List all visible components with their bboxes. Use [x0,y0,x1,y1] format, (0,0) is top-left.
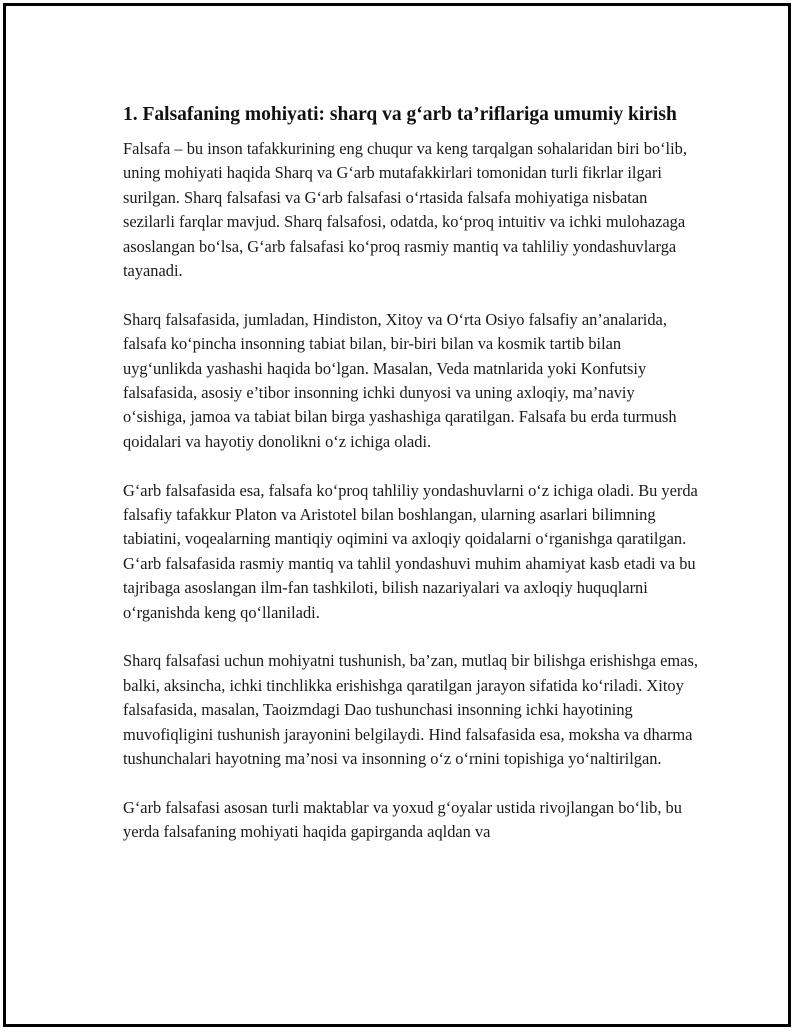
page-frame [3,3,791,1027]
paragraph-4: Sharq falsafasi uchun mohiyatni tushunish, ba’zan, mutlaq bir bilishga erishishga emas, balki, aksincha, ichki tinchlikka erishishga qaratilgan jarayon sifatida ko‘riladi. Xitoy falsafasida, masalan, Taoizmdagi Dao tushunchasi insonning ichki hayotining muvofiqligini tushunish jarayonini belgilaydi. Hind falsafasida esa, moksha va dharma tushunchalari hayotning ma’nosi va insonning o‘z o‘rnini topishiga yo‘naltirilgan. [123,651,698,769]
paragraph-2: Sharq falsafasida, jumladan, Hindiston, Xitoy va O‘rta Osiyo falsafiy an’analarida, falsafa ko‘pincha insonning tabiat bilan, bir-biri bilan va kosmik tartib bilan uyg‘unlikda yashashi haqida bo‘lgan. Masalan, Veda matnlarida yoki Konfutsiy falsafasida, asosiy e’tibor insonning ichki dunyosi va uning axloqiy, ma’naviy o‘sishiga, jamoa va tabiat bilan birga yashashiga qaratilgan. Falsafa bu erda turmush qoidalari va hayotiy donolikni o‘z ichiga oladi. [123,309,677,451]
paragraph-3: G‘arb falsafasida esa, falsafa ko‘proq tahliliy yondashuvlarni o‘z ichiga oladi. Bu yerda falsafiy tafakkur Platon va Aristotel bilan boshlangan, ularning asarlari bilimning tabiatini, voqealarning mantiqiy oqimini va axloqiy qoidalarni o‘rganishga qaratilgan. G‘arb falsafasida rasmiy mantiq va tahlil yondashuvi muhim ahamiyat kasb etadi va bu tajribaga asoslangan ilm-fan tashkiloti, bilish nazariyalari va axloqiy huquqlarni o‘rganishda keng qo‘llaniladi. [123,480,698,622]
section-heading: 1. Falsafaning mohiyati: sharq va g‘arb ta’riflariga umumiy kirish [123,104,677,125]
paragraph-5: G‘arb falsafasi asosan turli maktablar va yoxud g‘oyalar ustida rivojlangan bo‘lib, bu yerda falsafaning mohiyati haqida gapirganda aqldan va [123,797,682,842]
paragraph-1: Falsafa – bu inson tafakkurining eng chuqur va keng tarqalgan sohalaridan biri bo‘lib, uning mohiyati haqida Sharq va G‘arb mutafakkirlari tomonidan turli fikrlar ilgari surilgan. Sharq falsafasi va G‘arb falsafasi o‘rtasida falsafa mohiyatiga nisbatan sezilarli farqlar mavjud. Sharq falsafosi, odatda, ko‘proq intuitiv va ichki mulohazaga asoslangan bo‘lsa, G‘arb falsafasi ko‘proq rasmiy mantiq va tahliliy yondashuvlarga tayanadi. [123,139,687,281]
document-body [123,101,698,845]
